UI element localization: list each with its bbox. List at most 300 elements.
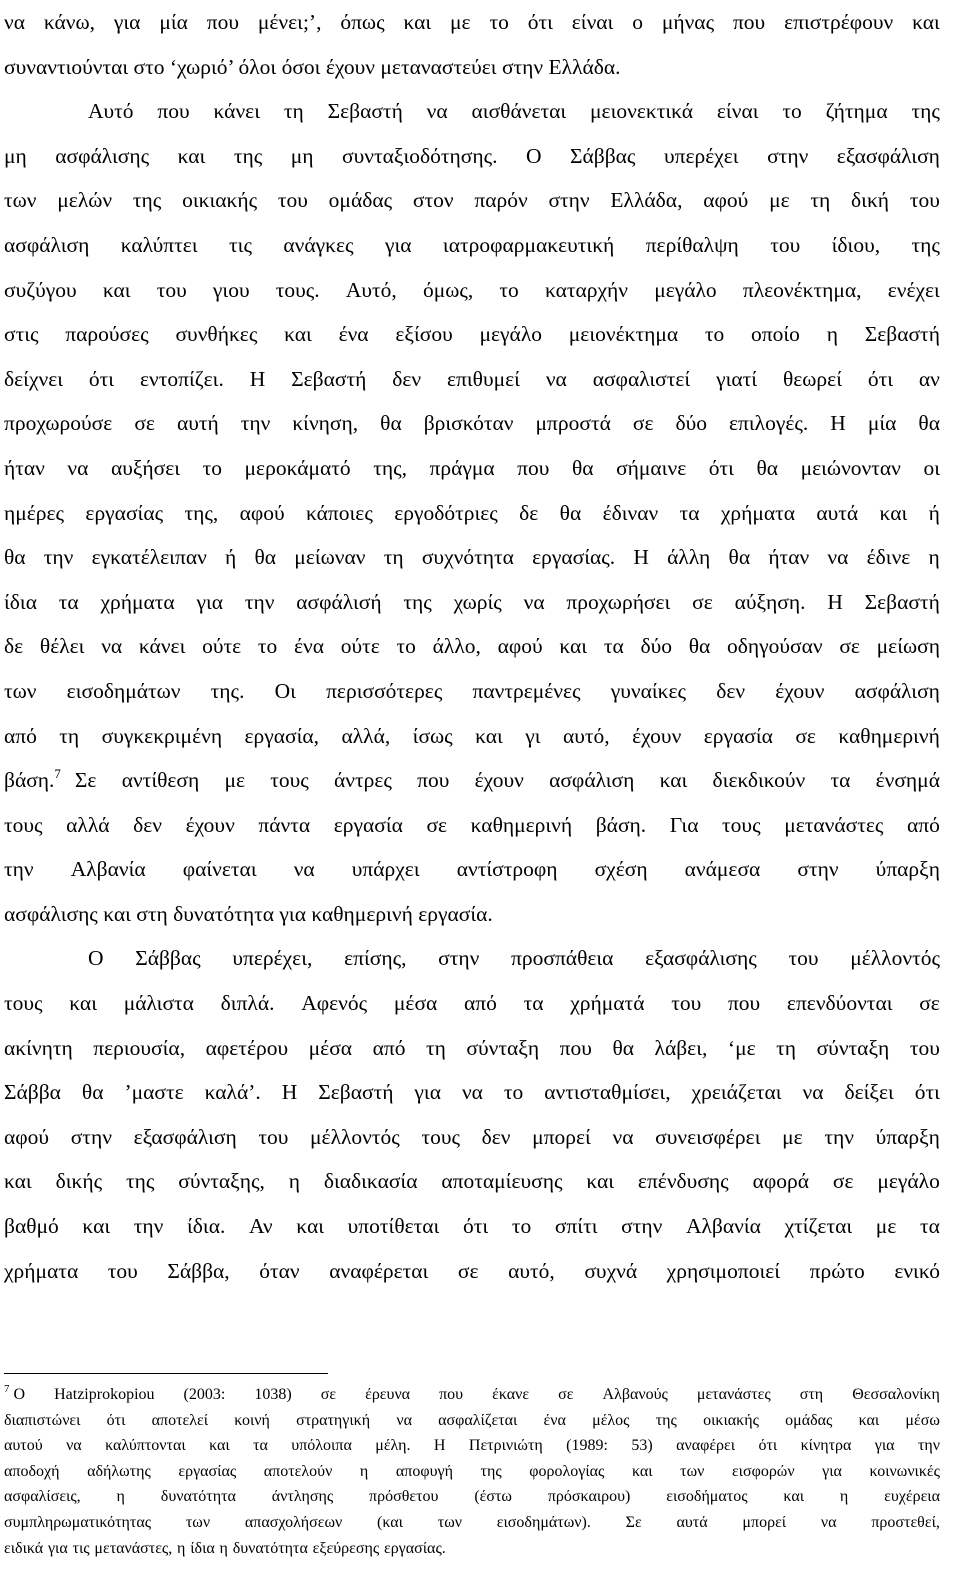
word: τους [722, 812, 761, 837]
word: από [4, 723, 37, 748]
word: αυτό, [562, 723, 610, 748]
word: βάση. [595, 812, 647, 837]
word: Η [433, 1437, 446, 1455]
word: την [43, 545, 74, 570]
word: σχέση [594, 857, 648, 882]
word: αυτά [676, 1513, 708, 1531]
word: του [788, 946, 819, 971]
text-fragment: βάση. [4, 768, 55, 793]
text-line [4, 446, 940, 491]
word: άντρες [334, 768, 392, 793]
word: 53) [631, 1437, 653, 1455]
word: να [827, 545, 849, 570]
word: σε [558, 1386, 574, 1403]
word: δυνατότητα [232, 1539, 308, 1557]
word: αφετέρου [205, 1035, 289, 1060]
word: και [69, 991, 97, 1016]
word: τα [603, 634, 624, 659]
word: τα [58, 589, 79, 614]
word: της [125, 1169, 155, 1194]
word: ασφάλιση [4, 232, 90, 257]
word: έρευνα [365, 1386, 411, 1403]
word: γιου [212, 277, 250, 302]
word: ‘με [727, 1035, 756, 1060]
word: τις [72, 1539, 90, 1557]
word: συνεισφέρει [655, 1124, 761, 1149]
word: ασφάλισης [55, 143, 150, 168]
footnote-marker[interactable]: 7 [54, 766, 61, 782]
word: μπορεί [742, 1513, 787, 1531]
word: χρήματα [720, 500, 796, 525]
word: πράγμα [429, 455, 495, 480]
word: όπως [340, 10, 385, 34]
word: το [257, 634, 278, 659]
word: μη [290, 143, 314, 168]
word: εργασίας [85, 500, 164, 525]
word: (1989: [566, 1437, 608, 1455]
word: πρώτο [809, 1258, 865, 1283]
word: θα [688, 634, 711, 659]
word: βαθμό [4, 1214, 59, 1239]
word: ακίνητη [4, 1035, 73, 1060]
word: της, [373, 455, 407, 480]
word: αφού [497, 634, 543, 659]
word: πλεονέκτημα, [742, 277, 862, 302]
word: χωρίς [453, 589, 502, 614]
word: μεγάλο [877, 1169, 940, 1194]
word: αύξηση. [734, 589, 806, 614]
word: ο [632, 10, 643, 34]
word: τη [810, 188, 831, 213]
word: Για [669, 812, 699, 837]
word: δε [519, 500, 539, 525]
word: υπερέχει, [232, 946, 313, 971]
word: άλλη [667, 545, 711, 570]
word: επιθυμεί [446, 366, 520, 391]
word: ότι [527, 10, 553, 34]
word: αλλά [66, 812, 110, 837]
word: που [206, 10, 239, 34]
word: που [157, 99, 190, 124]
word: ότι [106, 1411, 126, 1429]
word: Η [281, 1080, 298, 1105]
word: δύο [640, 634, 672, 659]
word: έδιναν [602, 500, 659, 525]
word: γιατί [716, 366, 758, 391]
word: παρόν [474, 188, 528, 213]
text-line [4, 312, 940, 357]
word: από [464, 991, 497, 1016]
word: σε [919, 991, 940, 1016]
word: η [288, 1169, 300, 1194]
word: μελών [57, 188, 113, 213]
word: Η [830, 411, 846, 436]
word: συνταξιοδότησης. [342, 143, 498, 168]
word: Πετρινιώτη [468, 1437, 543, 1455]
word: της [911, 99, 940, 124]
text-line [4, 1026, 940, 1071]
word: και [559, 634, 588, 659]
word: των [4, 188, 37, 213]
word: είναι [571, 10, 614, 34]
word: θα [571, 455, 594, 480]
word: μήνας [661, 10, 715, 34]
word: σε [632, 411, 654, 436]
word: θα [612, 1035, 635, 1060]
word: επίσης, [344, 946, 407, 971]
word: αντίστροφη [456, 857, 558, 882]
word: καλύπτει [120, 232, 198, 257]
text-line-with-footnote [4, 758, 940, 803]
word: Αν [249, 1214, 273, 1239]
word: σε [692, 589, 713, 614]
word: ένα [338, 322, 369, 347]
word: κάποιες [306, 500, 373, 525]
text-segment [4, 758, 61, 803]
word: ενικό [894, 1258, 940, 1283]
word: σπίτι [554, 1214, 598, 1239]
word: Σεβαστή [291, 366, 367, 391]
word: διαδικασία [323, 1169, 418, 1194]
word: μείωναν [294, 545, 366, 570]
word: την [917, 1437, 940, 1455]
word: την [244, 589, 275, 614]
word: της [132, 188, 162, 213]
word: 1038) [254, 1386, 292, 1403]
word: μέλλοντός [850, 946, 940, 971]
word: και [879, 500, 908, 525]
word: Hatziprokopiou [54, 1386, 155, 1403]
word: στον [412, 188, 454, 213]
word: αφού [4, 1124, 50, 1149]
word: στην [70, 1124, 112, 1149]
word: O [13, 1386, 26, 1403]
word: εισοδημάτων). [496, 1513, 591, 1531]
word: της, [184, 500, 219, 525]
word: Σεβαστή [864, 322, 940, 347]
word: Αυτό, [345, 277, 397, 302]
word: αναφέρει [676, 1437, 736, 1455]
word: το [704, 322, 725, 347]
word: ούτε [202, 634, 242, 659]
text-line [4, 847, 940, 892]
text-line [4, 669, 940, 714]
word: δε [4, 634, 24, 659]
word: προχωρήσει [566, 589, 671, 614]
word: υπόλοιπα [291, 1437, 352, 1455]
word: των [4, 678, 37, 703]
word: δεν [392, 366, 422, 391]
word: θα [756, 455, 779, 480]
word: του [277, 188, 308, 213]
word: να [396, 1411, 412, 1429]
word: του [671, 991, 702, 1016]
text-line [4, 1159, 940, 1204]
word: που [517, 455, 550, 480]
word: σε [320, 1386, 337, 1403]
word: ήταν [768, 545, 810, 570]
word: ανάγκες [283, 232, 354, 257]
word: εξασφάλισης [645, 946, 757, 971]
word: πρόσκαιρου) [547, 1488, 631, 1506]
word: το [511, 1214, 532, 1239]
word: θα [380, 411, 402, 436]
word: αυτό, [508, 1258, 555, 1283]
word: διεκδικούν [712, 768, 806, 793]
word: αφορά [752, 1169, 809, 1194]
text-line [4, 134, 940, 179]
word: γυναίκες [610, 678, 687, 703]
word: της [911, 232, 940, 257]
word: ότι [88, 366, 115, 391]
word: εργασίας. [532, 545, 616, 570]
word: θα [918, 411, 940, 436]
word: μετανάστες, [94, 1539, 173, 1557]
footnote-line [4, 1536, 940, 1562]
word: Σεβαστή [318, 1080, 394, 1105]
word: Αλβανία [685, 1214, 761, 1239]
word: εργασίας [178, 1462, 237, 1480]
word: κάνει [213, 99, 260, 124]
word: των [437, 1513, 462, 1531]
word: στη [799, 1386, 824, 1403]
text-line [4, 981, 940, 1026]
word: διπλά. [220, 991, 275, 1016]
word: συζύγου [4, 277, 77, 302]
word: των [185, 1513, 211, 1531]
word: και [783, 1488, 805, 1506]
word: απασχολήσεων [244, 1513, 343, 1531]
word: ευχέρεια [884, 1488, 940, 1506]
word: την [824, 1124, 854, 1149]
word: διαπιστώνει [4, 1411, 81, 1429]
word: μέλλοντός [310, 1124, 400, 1149]
text-line [4, 1115, 940, 1160]
word: Αλβανούς [602, 1386, 668, 1403]
word: περισσότερες [326, 678, 443, 703]
word: που [727, 991, 761, 1016]
word: εξασφάλιση [836, 143, 940, 168]
word: χρήματά [570, 991, 645, 1016]
footnote-line [4, 1408, 940, 1434]
word: και [102, 277, 131, 302]
word: φαίνεται [182, 857, 257, 882]
word: μένει;’, [257, 10, 322, 34]
word: καταρχήν [544, 277, 629, 302]
word: ύπαρξη [875, 857, 940, 882]
word: Σάββα, [167, 1258, 230, 1283]
word: στην [797, 857, 839, 882]
word: στην [621, 1214, 663, 1239]
footnote-separator [4, 1373, 328, 1374]
word: μετανάστες [696, 1386, 771, 1403]
word: εξίσου [395, 322, 453, 347]
word: όταν [259, 1258, 300, 1283]
word: μεροκάματό [244, 455, 351, 480]
word: υποτίθεται [347, 1214, 440, 1239]
word: μετανάστες [784, 812, 884, 837]
word: για [196, 589, 224, 614]
word: ότι [758, 1437, 778, 1455]
word: τα [920, 1214, 940, 1239]
word: αφού [239, 500, 285, 525]
word: μείωση [876, 634, 940, 659]
text-fragment-rest [75, 758, 940, 803]
word: η [826, 322, 838, 347]
word: μεγάλο [479, 322, 542, 347]
word: εγκατέλειπαν [91, 545, 207, 570]
word: ίσως [412, 723, 453, 748]
word: αφού [703, 188, 749, 213]
word: να [101, 634, 123, 659]
word: να [4, 10, 25, 34]
word: αποτελούν [263, 1462, 333, 1480]
word: Η [827, 589, 843, 614]
word: μειώνονταν [800, 455, 901, 480]
word: κοινωνικές [869, 1462, 940, 1480]
word: για [822, 1462, 842, 1480]
footnote-line [4, 1459, 940, 1485]
word: χτίζεται [784, 1214, 853, 1239]
word: συμπληρωματικότητας [4, 1513, 152, 1531]
word: για [874, 1437, 895, 1455]
word: εργασία [333, 812, 403, 837]
text-line [4, 0, 940, 45]
word: επιλογές. [729, 411, 809, 436]
word: πάντα [258, 812, 311, 837]
word: παρούσες [65, 322, 149, 347]
word: γι [525, 723, 541, 748]
footnote [4, 1382, 940, 1561]
word: Η [633, 545, 649, 570]
word: φορολογίας [529, 1462, 605, 1480]
word: μέσα [308, 1035, 353, 1060]
word: καθημερινή [470, 812, 573, 837]
word: ή [225, 545, 237, 570]
text-line [4, 535, 940, 580]
word: Σάββας [570, 143, 636, 168]
word: σύνταξη [466, 1035, 540, 1060]
word: ομάδας [785, 1411, 833, 1429]
word: αποταμίευσης [441, 1169, 563, 1194]
word: οποίο [751, 322, 800, 347]
word: οι [923, 455, 940, 480]
word: αποτελεί [151, 1411, 209, 1429]
word: θα [559, 500, 582, 525]
word: ανάμεσα [684, 857, 761, 882]
word: να [545, 366, 567, 391]
word: Αφενός [301, 991, 368, 1016]
word: και [209, 1437, 230, 1455]
word: σε [832, 1169, 854, 1194]
word: του [107, 1258, 138, 1283]
word: της [403, 589, 432, 614]
word: Ελλάδα, [610, 188, 683, 213]
word: ασφάλιση [854, 678, 940, 703]
word: του [770, 232, 801, 257]
word: Αλβανία [70, 857, 146, 882]
word: και [403, 10, 432, 34]
word: ειδικά [4, 1539, 44, 1557]
word: θεωρεί [782, 366, 842, 391]
word: ίδια [4, 589, 37, 614]
word: δύο [675, 411, 708, 436]
word: αποφυγή [395, 1462, 453, 1480]
text-line [4, 178, 940, 223]
paragraph-start-line [4, 89, 940, 134]
word: προστεθεί, [871, 1513, 940, 1531]
word: (2003: [183, 1386, 226, 1403]
footnote-line [4, 1382, 940, 1408]
word: καλύπτονται [105, 1437, 186, 1455]
word: σε [426, 812, 448, 837]
word: σε [134, 411, 155, 436]
word: κάνει [138, 634, 186, 659]
word: δικής [55, 1169, 103, 1194]
word: άντλησης [271, 1488, 334, 1506]
word: αυτού [4, 1437, 43, 1455]
word: μέλος [592, 1411, 630, 1429]
word: την [240, 411, 271, 436]
footnote-line [4, 1433, 940, 1459]
word: υπάρχει [351, 857, 420, 882]
word: μπροστά [535, 411, 611, 436]
word: ίδια. [187, 1214, 226, 1239]
word: του [909, 188, 940, 213]
word: χρησιμοποιεί [666, 1258, 781, 1283]
word: ή [928, 500, 940, 525]
word: το [782, 99, 802, 124]
word: με [450, 10, 471, 34]
word: κάνω, [43, 10, 96, 34]
text-line [4, 401, 940, 446]
word: ’μαστε [124, 1080, 184, 1105]
word: σε [839, 634, 860, 659]
word: ότι [914, 1080, 940, 1105]
word: ασφάλιση [549, 768, 635, 793]
word: ημέρες [4, 500, 65, 525]
word: τη [283, 99, 304, 124]
word: σύνταξης, [178, 1169, 265, 1194]
word: προχωρούσε [4, 411, 113, 436]
word: έχουν [474, 768, 524, 793]
word: δεν [716, 678, 746, 703]
body-text [4, 0, 940, 1293]
word: εισφορών [731, 1462, 795, 1480]
word: την [133, 1214, 164, 1239]
word: χρήματα [100, 589, 175, 614]
text-line [4, 1070, 940, 1115]
word: σε [457, 1258, 479, 1283]
word: αντισταθμίσει, [544, 1080, 671, 1105]
word: ένσημά [875, 768, 940, 793]
text-line [4, 357, 940, 402]
word: δείχνει [4, 366, 64, 391]
word: επιστρέφουν [784, 10, 894, 34]
word: σήμαινε [616, 455, 687, 480]
word: ύπαρξη [875, 1124, 940, 1149]
word: τη [59, 723, 80, 748]
text-line [4, 223, 940, 268]
word: δεν [481, 1124, 511, 1149]
word: και [475, 723, 503, 748]
footnote-line [4, 1510, 940, 1536]
word: μία [867, 411, 897, 436]
word: μεγάλο [654, 277, 717, 302]
word: δείξει [844, 1080, 894, 1105]
paragraph-start-line [4, 936, 940, 981]
word: ενέχει [887, 277, 940, 302]
